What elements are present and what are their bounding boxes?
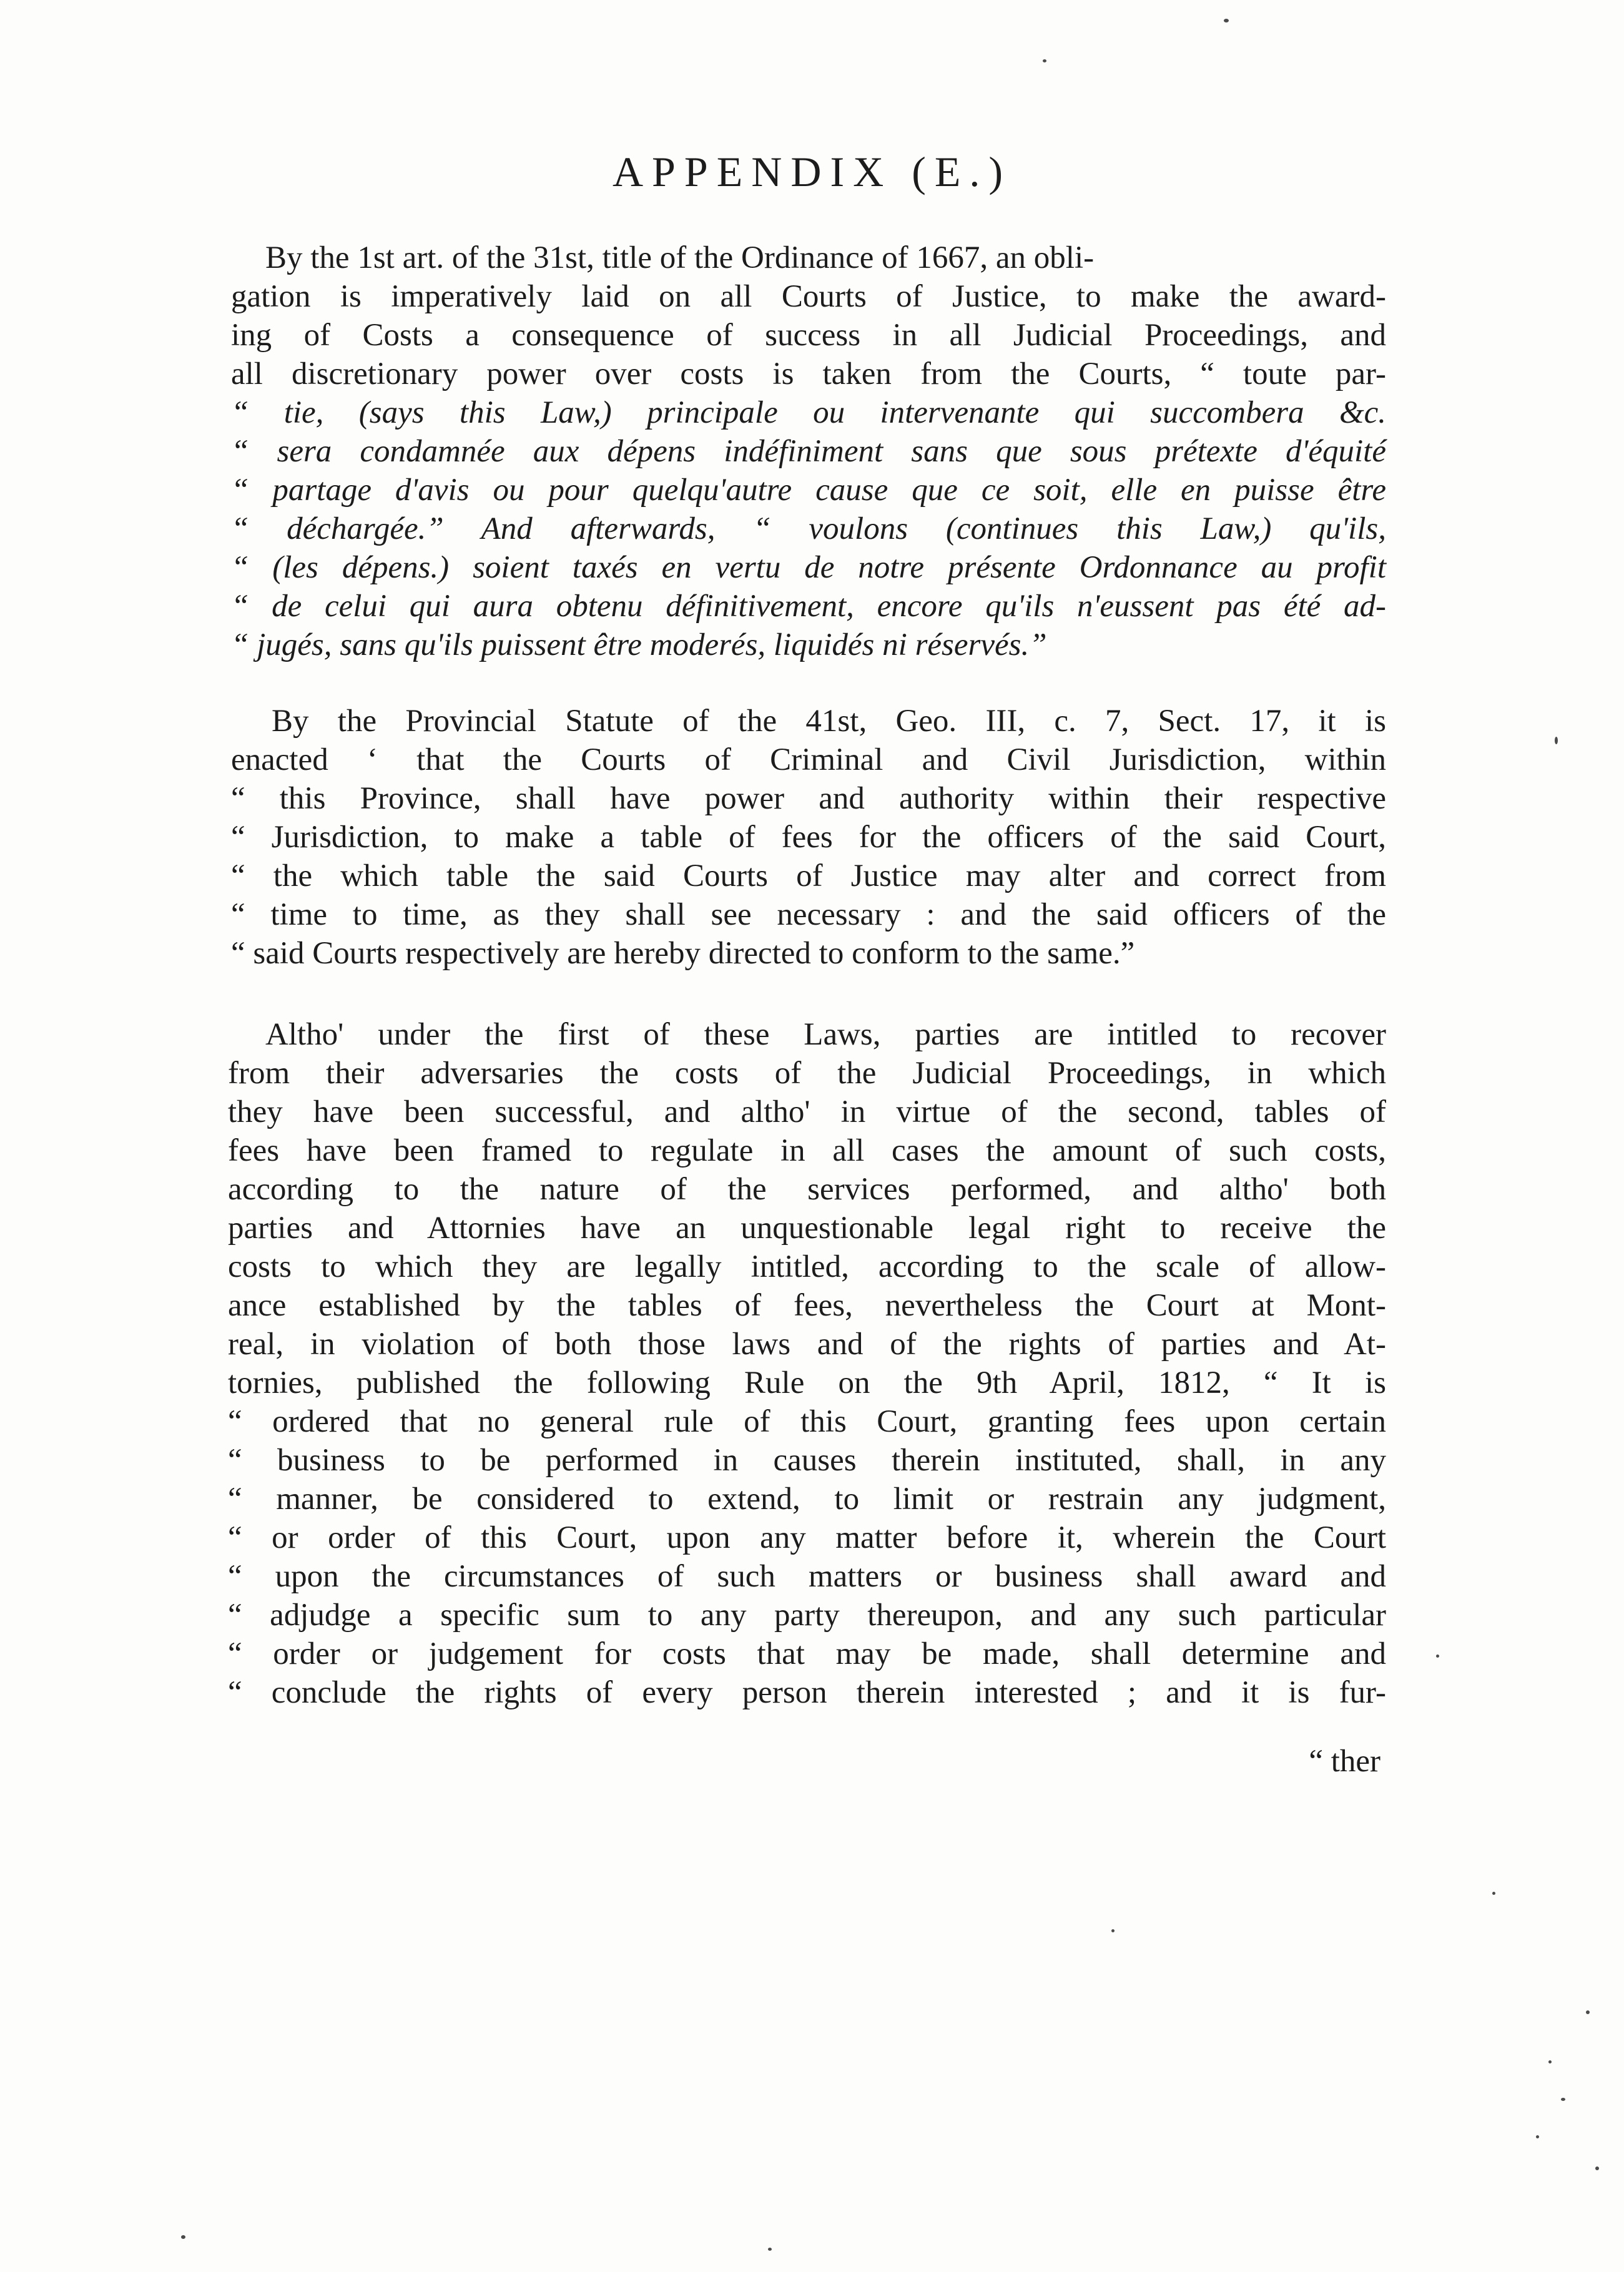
page-title: APPENDIX (E.) [612,148,1012,195]
text-line: By the 1st art. of the 31st, title of the Ordinance of 1667, an obli- [265,240,1095,275]
text-line: “ conclude the rights of every person therein interested ; and it is fur- [228,1675,1386,1710]
print-speck [1043,59,1046,62]
text-line: ing of Costs a consequence of success in all Judicial Proceedings, and [231,318,1386,353]
text-line: parties and Attornies have an unquestionable legal right to receive the [228,1211,1386,1246]
text-line: “ business to be performed in causes therein instituted, shall, in any [228,1443,1386,1478]
text-line: By the Provincial Statute of the 41st, Geo. III, c. 7, Sect. 17, it is [272,704,1386,739]
text-line: “ adjudge a specific sum to any party thereupon, and any such particular [228,1598,1386,1633]
text-line: “ or order of this Court, upon any matter before it, wherein the Court [228,1520,1386,1555]
text-line: “ manner, be considered to extend, to limit or restrain any judgment, [228,1482,1386,1517]
text-line: “ sera condamnée aux dépens indéfiniment sans que sous prétexte d'équité [231,434,1386,469]
print-speck [1548,2060,1552,2063]
text-line: “ order or judgement for costs that may be made, shall determine and [228,1636,1386,1671]
print-speck [1536,2135,1539,2138]
text-line: “ jugés, sans qu'ils puissent être moderés, liquidés ni réservés.” [231,627,1047,662]
text-line: “ tie, (says this Law,) principale ou intervenante qui succombera &c. [231,395,1386,430]
print-speck [768,2248,772,2251]
text-line: “ time to time, as they shall see necessary : and the said officers of the [231,897,1386,932]
print-speck [1561,2098,1565,2101]
text-line: “ upon the circumstances of such matters or business shall award and [228,1559,1386,1594]
text-line: “ ordered that no general rule of this Court, granting fees upon certain [228,1404,1386,1439]
text-line: from their adversaries the costs of the Judicial Proceedings, in which [228,1056,1386,1091]
text-line: “ said Courts respectively are hereby directed to conform to the same.” [231,936,1135,971]
print-speck [1436,1655,1439,1658]
text-line: fees have been framed to regulate in all cases the amount of such costs, [228,1133,1386,1168]
text-line: enacted ‘ that the Courts of Criminal and Civil Jurisdiction, within [231,742,1386,777]
catchword: “ ther [1309,1744,1380,1779]
text-line: “ de celui qui aura obtenu définitivement, encore qu'ils n'eussent pas été ad- [231,589,1386,624]
text-line: “ this Province, shall have power and authority within their respective [231,781,1386,816]
print-speck [1586,2010,1590,2014]
text-line: costs to which they are legally intitled, according to the scale of allow- [228,1249,1386,1284]
text-line: “ partage d'avis ou pour quelqu'autre cause que ce soit, elle en puisse être [231,473,1386,508]
text-line: “ the which table the said Courts of Justice may alter and correct from [231,858,1386,893]
print-speck [1595,2166,1599,2170]
text-line: “ déchargée.” And afterwards, “ voulons (continues this Law,) qu'ils, [231,511,1386,546]
text-line: all discretionary power over costs is taken from the Courts, “ toute par- [231,357,1386,391]
text-line: “ Jurisdiction, to make a table of fees for the officers of the said Court, [231,820,1386,855]
text-line: “ (les dépens.) soient taxés en vertu de notre présente Ordonnance au profit [231,550,1386,585]
text-line: gation is imperatively laid on all Courts of Justice, to make the award- [231,279,1386,314]
text-line: tornies, published the following Rule on the 9th April, 1812, “ It is [228,1365,1386,1400]
print-speck [1555,737,1558,744]
print-speck [1492,1892,1495,1895]
text-line: according to the nature of the services performed, and altho' both [228,1172,1386,1207]
print-speck [1224,19,1229,22]
text-line: Altho' under the first of these Laws, parties are intitled to recover [265,1017,1386,1052]
text-line: ance established by the tables of fees, nevertheless the Court at Mont- [228,1288,1386,1323]
print-speck [1111,1929,1115,1932]
text-line: they have been successful, and altho' in virtue of the second, tables of [228,1094,1386,1129]
text-line: real, in violation of both those laws and of the rights of parties and At- [228,1327,1386,1362]
print-speck [181,2235,185,2239]
